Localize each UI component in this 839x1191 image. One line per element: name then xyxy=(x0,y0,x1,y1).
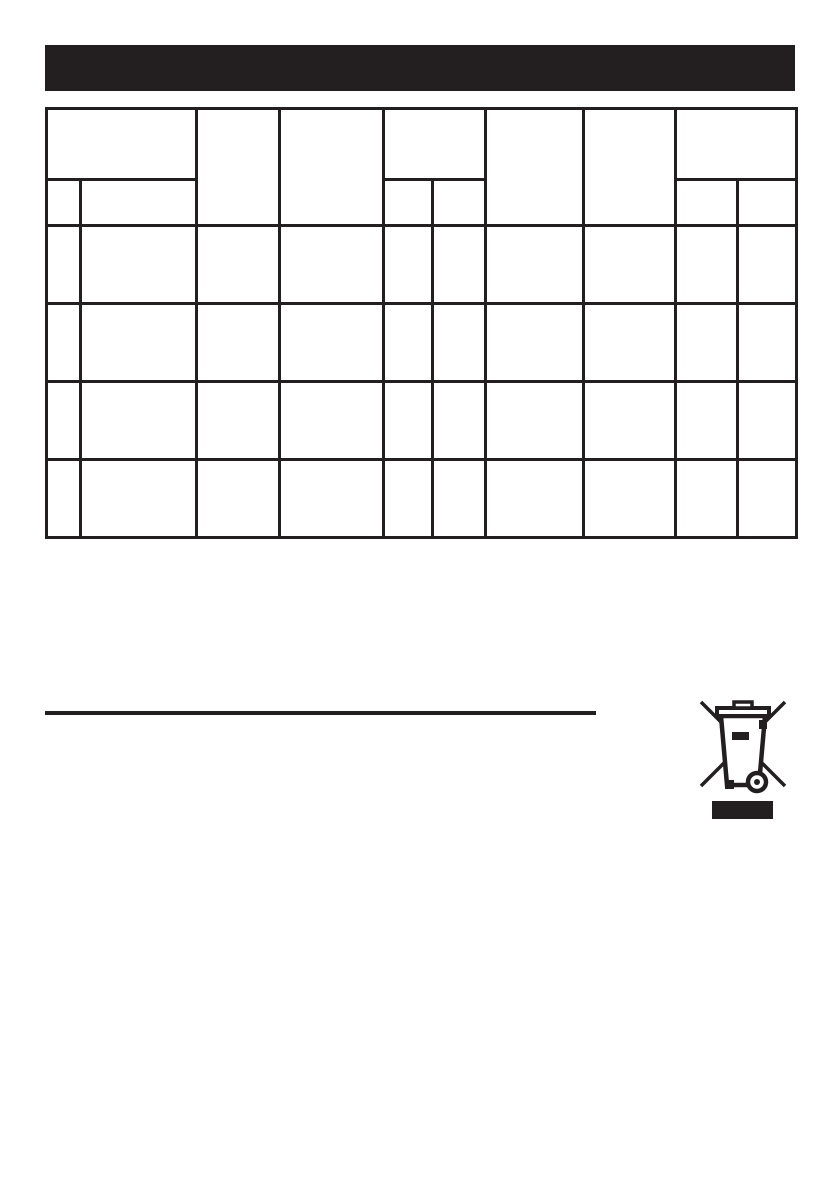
table-cell xyxy=(280,304,384,382)
header-subcell xyxy=(47,180,81,226)
table-cell xyxy=(584,304,676,382)
table-row xyxy=(47,226,797,304)
table-cell xyxy=(738,460,797,538)
table-cell xyxy=(280,226,384,304)
table-cell xyxy=(738,382,797,460)
header-subcell xyxy=(384,180,433,226)
table-cell xyxy=(486,382,584,460)
table-cell xyxy=(486,304,584,382)
crossed-out-wheeled-bin-icon xyxy=(696,694,790,824)
table-cell xyxy=(676,382,738,460)
header-subcell xyxy=(81,180,197,226)
spec-table-body xyxy=(47,226,797,538)
section-title-bar xyxy=(45,45,795,91)
table-cell xyxy=(197,460,280,538)
header-cell xyxy=(584,109,676,226)
table-cell xyxy=(47,304,81,382)
header-cell xyxy=(676,109,797,180)
table-cell xyxy=(676,460,738,538)
header-cell xyxy=(486,109,584,226)
weee-symbol xyxy=(696,694,790,824)
header-cell xyxy=(384,109,486,180)
header-cell xyxy=(197,109,280,226)
table-cell xyxy=(676,226,738,304)
table-cell xyxy=(47,460,81,538)
horizontal-rule xyxy=(45,711,596,715)
table-cell xyxy=(197,382,280,460)
table-cell xyxy=(81,226,197,304)
table-cell xyxy=(280,382,384,460)
table-cell xyxy=(738,304,797,382)
table-cell xyxy=(384,382,433,460)
table-cell xyxy=(280,460,384,538)
header-cell xyxy=(47,109,197,180)
table-cell xyxy=(486,460,584,538)
table-row xyxy=(47,460,797,538)
table-cell xyxy=(676,304,738,382)
spec-table-header xyxy=(47,109,797,226)
table-cell xyxy=(47,226,81,304)
table-cell xyxy=(584,460,676,538)
table-row xyxy=(47,382,797,460)
spec-table xyxy=(45,107,798,539)
table-cell xyxy=(433,460,486,538)
table-cell xyxy=(433,304,486,382)
header-subcell xyxy=(676,180,738,226)
table-cell xyxy=(197,304,280,382)
table-cell xyxy=(738,226,797,304)
weee-black-bar xyxy=(712,801,773,819)
table-cell xyxy=(81,304,197,382)
table-cell xyxy=(384,460,433,538)
header-subcell xyxy=(738,180,797,226)
header-subcell xyxy=(433,180,486,226)
header-cell xyxy=(280,109,384,226)
table-cell xyxy=(197,226,280,304)
table-cell xyxy=(384,304,433,382)
table-cell xyxy=(384,226,433,304)
table-cell xyxy=(81,460,197,538)
table-cell xyxy=(47,382,81,460)
table-cell xyxy=(433,382,486,460)
table-row xyxy=(47,304,797,382)
table-cell xyxy=(433,226,486,304)
table-cell xyxy=(584,226,676,304)
table-cell xyxy=(486,226,584,304)
table-cell xyxy=(81,382,197,460)
table-header-row-2 xyxy=(47,180,797,226)
table-header-row-1 xyxy=(47,109,797,180)
table-cell xyxy=(584,382,676,460)
